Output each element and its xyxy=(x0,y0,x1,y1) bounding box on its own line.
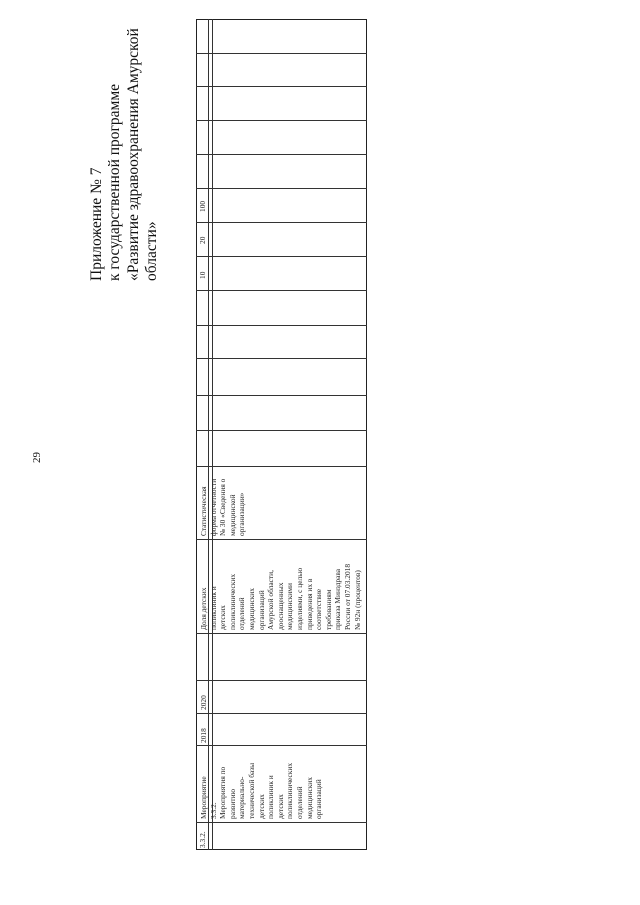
column-rule xyxy=(196,154,367,155)
column-rule xyxy=(196,222,367,223)
column-rule xyxy=(196,86,367,87)
page-number: 29 xyxy=(31,452,43,463)
column-rule xyxy=(196,395,367,396)
measure-line: отделений xyxy=(294,786,304,819)
indicator-line: детских xyxy=(218,605,228,630)
table-rule xyxy=(208,19,209,850)
measure-line: развитию xyxy=(227,788,237,819)
indicator-line: № 92н (процентов) xyxy=(352,570,362,630)
value-cell: 10 xyxy=(198,271,207,279)
table-rule xyxy=(212,19,213,850)
table-frame xyxy=(196,19,367,850)
column-rule xyxy=(196,290,367,291)
column-rule xyxy=(196,713,367,714)
year-end: 2020 xyxy=(199,695,208,710)
measure-line: медицинских xyxy=(304,777,314,819)
column-rule xyxy=(196,539,367,540)
measure-name xyxy=(199,763,324,819)
measure-line: поликлинических xyxy=(285,762,295,819)
appendix-line-3: «Развитие здравоохранения Амурской xyxy=(124,28,142,281)
column-rule xyxy=(196,188,367,189)
column-rule xyxy=(196,466,367,467)
indicator-name xyxy=(199,564,362,630)
indicator-line: приказа Минздрава xyxy=(333,568,343,630)
source-line: № 30 «Сведения о xyxy=(218,478,228,536)
measure-line: технической базы xyxy=(246,762,256,819)
measure-line: организаций xyxy=(314,779,324,819)
indicator-line: медицинскими xyxy=(285,583,295,630)
indicator-line: приведения их в xyxy=(304,578,314,630)
column-rule xyxy=(196,822,367,823)
measure-line: 3.3.2. xyxy=(208,802,218,819)
source-line: организации» xyxy=(237,492,247,536)
measure-line: Мероприятие xyxy=(199,776,208,819)
indicator-line: Доля детских xyxy=(199,587,208,630)
value-cell: 100 xyxy=(198,200,207,212)
column-rule xyxy=(196,256,367,257)
column-rule xyxy=(196,53,367,54)
indicator-line: организаций xyxy=(256,590,266,630)
row-number: 3.3.2. xyxy=(198,831,207,848)
appendix-line-2: к государственной программе xyxy=(106,83,124,281)
indicator-line: России от 07.03.2018 xyxy=(342,563,352,630)
column-rule xyxy=(196,745,367,746)
appendix-line-4: области» xyxy=(142,221,160,281)
column-rule xyxy=(196,120,367,121)
indicator-line: Амурской области, xyxy=(266,570,276,630)
measure-line: материально- xyxy=(237,776,247,819)
indicator-line: отделений xyxy=(237,597,247,630)
column-rule xyxy=(196,358,367,359)
indicator-line: поликлиник и xyxy=(208,586,218,630)
data-source xyxy=(199,479,247,536)
measure-line: детских xyxy=(256,794,266,819)
source-line: Статистическая xyxy=(199,486,208,536)
year-start: 2018 xyxy=(199,728,208,743)
measure-line: поликлиник и xyxy=(266,775,276,819)
column-rule xyxy=(196,430,367,431)
column-rule xyxy=(196,325,367,326)
measure-line: Мероприятия по xyxy=(218,766,228,819)
column-rule xyxy=(196,680,367,681)
indicator-line: изделиями, с целью xyxy=(294,567,304,630)
value-cell: 20 xyxy=(198,236,207,244)
indicator-line: поликлинических xyxy=(227,573,237,630)
indicator-line: требованиям xyxy=(323,589,333,630)
appendix-line-1: Приложение № 7 xyxy=(88,167,105,281)
indicator-line: дооснащенных xyxy=(275,582,285,630)
column-rule xyxy=(196,633,367,634)
source-line: форма отчетности xyxy=(208,478,218,536)
measure-line: детских xyxy=(275,794,285,819)
indicator-line: медицинских xyxy=(246,588,256,630)
indicator-line: соответствие xyxy=(314,588,324,630)
source-line: медицинской xyxy=(227,494,237,536)
appendix-heading xyxy=(88,28,161,281)
